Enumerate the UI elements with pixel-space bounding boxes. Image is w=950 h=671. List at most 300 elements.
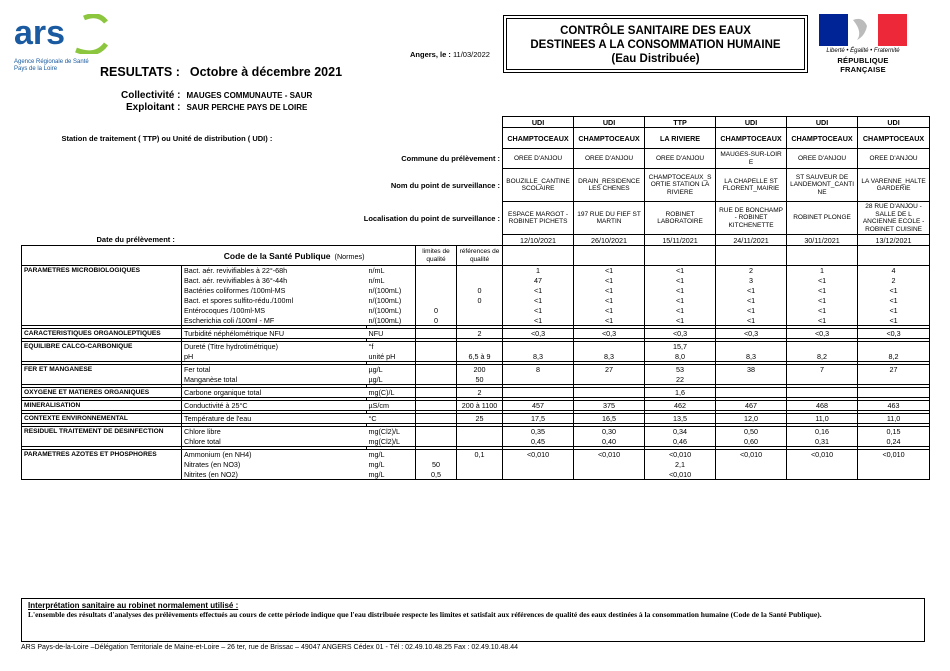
value-col-3: 22 (645, 375, 716, 385)
table-header-row-date (22, 235, 930, 246)
title-line-1: CONTRÔLE SANITAIRE DES EAUX (560, 25, 751, 37)
value-col-2: 8,3 (574, 352, 645, 362)
reference-qualite (457, 266, 503, 276)
value-col-6 (858, 342, 930, 352)
category-cell (22, 306, 182, 316)
value-col-6 (858, 470, 930, 480)
value-col-2 (574, 375, 645, 385)
collectivite-label: Collectivité : (121, 90, 181, 101)
value-col-1: <1 (503, 316, 574, 326)
value-col-1 (503, 470, 574, 480)
value-col-1: <1 (503, 286, 574, 296)
col-4-localisation: RUE DE BONCHAMP - ROBINET KITCHENETTE (716, 202, 787, 235)
limite-qualite (416, 352, 457, 362)
param-header-col-1 (503, 246, 574, 266)
param-unit: µg/L (367, 375, 416, 385)
category-cell: PARAMETRES AZOTES ET PHOSPHORES (22, 450, 182, 460)
col-5-unit: CHAMPTOCEAUX (787, 128, 858, 149)
param-unit: mg/L (367, 470, 416, 480)
value-col-4 (716, 460, 787, 470)
param-unit: mg(Cl2)/L (367, 427, 416, 437)
category-cell: CONTEXTE ENVIRONNEMENTAL (22, 414, 182, 424)
col-3-nom: CHAMPTOCEAUX_S ORTIE STATION LA RIVIERE (645, 169, 716, 202)
param-name: Manganèse total (182, 375, 367, 385)
col-1-nom: BOUZILLE_CANTINE SCOLAIRE (503, 169, 574, 202)
value-col-1: 1 (503, 266, 574, 276)
limite-qualite: 0,5 (416, 470, 457, 480)
col-3-localisation: ROBINET LABORATOIRE (645, 202, 716, 235)
value-col-5: 1 (787, 266, 858, 276)
category-cell (22, 286, 182, 296)
col-6-type: UDI (858, 117, 930, 128)
col-2-localisation: 197 RUE DU FIEF ST MARTIN (574, 202, 645, 235)
value-col-2: 375 (574, 401, 645, 411)
col-3-date: 15/11/2021 (645, 235, 716, 246)
value-col-2: 16,5 (574, 414, 645, 424)
col-4-nom: LA CHAPELLE ST FLORENT_MAIRIE (716, 169, 787, 202)
col-5-date: 30/11/2021 (787, 235, 858, 246)
param-name: Ammonium (en NH4) (182, 450, 367, 460)
col-6-unit: CHAMPTOCEAUX (858, 128, 930, 149)
reference-qualite: 2 (457, 329, 503, 339)
col-1-type: UDI (503, 117, 574, 128)
limite-qualite (416, 375, 457, 385)
results-heading (100, 65, 342, 79)
param-unit: n/(100mL) (367, 306, 416, 316)
value-col-4: 2 (716, 266, 787, 276)
data-row (22, 276, 930, 286)
param-name: Fer total (182, 365, 367, 375)
data-row (22, 388, 930, 398)
value-col-5 (787, 470, 858, 480)
reference-qualite: 0 (457, 296, 503, 306)
issue-date-value: 11/03/2022 (452, 50, 490, 59)
value-col-4 (716, 375, 787, 385)
value-col-1: 457 (503, 401, 574, 411)
param-name: pH (182, 352, 367, 362)
param-unit: mg/L (367, 460, 416, 470)
col-6-date: 13/12/2021 (858, 235, 930, 246)
param-header-empty (22, 246, 182, 266)
value-col-6 (858, 460, 930, 470)
title-line-3: (Eau Distribuée) (611, 53, 700, 65)
param-name: Bact. et spores sulfito-rédu./100ml (184, 296, 294, 305)
limite-qualite (416, 329, 457, 339)
param-unit: unité pH (367, 352, 416, 362)
data-row (22, 342, 930, 352)
value-col-3: <0,3 (645, 329, 716, 339)
value-col-4: <0,3 (716, 329, 787, 339)
value-col-2 (574, 460, 645, 470)
interpretation-title: Interprétation sanitaire au robinet normalement utilisé : (28, 601, 239, 610)
limite-qualite (416, 342, 457, 352)
value-col-1: <0,010 (503, 450, 574, 460)
reference-qualite (457, 437, 503, 447)
limite-qualite (416, 296, 457, 306)
value-col-6 (858, 388, 930, 398)
category-cell (22, 437, 182, 447)
value-col-5 (787, 388, 858, 398)
interpretation-box (21, 598, 925, 642)
value-col-4: <1 (716, 286, 787, 296)
param-header-col-4 (716, 246, 787, 266)
exploitant-value: SAUR PERCHE PAYS DE LOIRE (186, 103, 308, 112)
limites-header: limites de qualité (416, 246, 457, 266)
republique-francaise-logo (815, 14, 911, 74)
col-2-nom: DRAIN_RESIDENCE LES CHENES (574, 169, 645, 202)
value-col-1 (503, 375, 574, 385)
value-col-6: 463 (858, 401, 930, 411)
ars-logo-mark (14, 14, 114, 54)
category-cell: MINERALISATION (22, 401, 182, 411)
value-col-6 (858, 375, 930, 385)
param-unit: n/(100mL) (367, 316, 416, 326)
value-col-5: <0,010 (787, 450, 858, 460)
limite-qualite (416, 427, 457, 437)
data-row (22, 365, 930, 375)
param-header-row (22, 246, 930, 266)
value-col-2: <1 (574, 286, 645, 296)
value-col-6: 27 (858, 365, 930, 375)
title-line-2: DESTINEES A LA CONSOMMATION HUMAINE (530, 39, 781, 51)
value-col-4: 38 (716, 365, 787, 375)
reference-qualite: 50 (457, 375, 503, 385)
value-col-2 (574, 388, 645, 398)
col-3-commune: OREE D'ANJOU (645, 149, 716, 169)
param-unit: NFU (367, 329, 416, 339)
value-col-2: 0,40 (574, 437, 645, 447)
value-col-2: <1 (574, 296, 645, 306)
code-sante-label: Code de la Santé Publique (223, 250, 331, 261)
value-col-3: <0,010 (645, 450, 716, 460)
value-col-1 (503, 388, 574, 398)
value-col-4: 12,0 (716, 414, 787, 424)
value-col-5: <0,3 (787, 329, 858, 339)
value-col-5: <1 (787, 306, 858, 316)
param-header-col-2 (574, 246, 645, 266)
data-row (22, 460, 930, 470)
republique-name: RÉPUBLIQUE FRANÇAISE (837, 56, 889, 74)
col-3-unit: LA RIVIERE (645, 128, 716, 149)
category-cell: OXYGENE ET MATIERES ORGANIQUES (22, 388, 182, 398)
data-row (22, 414, 930, 424)
value-col-6: <1 (858, 286, 930, 296)
value-col-6: 4 (858, 266, 930, 276)
col-6-nom: LA VARENNE_HALTE GARDERIE (858, 169, 930, 202)
value-col-3: <1 (645, 316, 716, 326)
param-name: Dureté (Titre hydrotimétrique) (182, 342, 367, 352)
param-name: Nitrates (en NO3) (184, 460, 241, 469)
results-table (21, 116, 930, 480)
reference-qualite (457, 276, 503, 286)
unit-header-empty (367, 246, 416, 266)
col-1-date: 12/10/2021 (503, 235, 574, 246)
limite-qualite (416, 450, 457, 460)
references-header: références de qualité (457, 246, 503, 266)
value-col-2: <0,010 (574, 450, 645, 460)
value-col-3: 13,5 (645, 414, 716, 424)
value-col-2: <0,3 (574, 329, 645, 339)
category-cell: CARACTERISTIQUES ORGANOLEPTIQUES (22, 329, 182, 339)
value-col-5: 0,16 (787, 427, 858, 437)
param-unit: mg(Cl2)/L (367, 437, 416, 447)
reference-qualite: 25 (457, 414, 503, 424)
value-col-1: 17,5 (503, 414, 574, 424)
category-cell (22, 352, 182, 362)
data-row (22, 450, 930, 460)
limite-qualite: 0 (416, 316, 457, 326)
param-header-col-5 (787, 246, 858, 266)
param-header-col-3 (645, 246, 716, 266)
document-title (506, 18, 805, 70)
value-col-3: 0,34 (645, 427, 716, 437)
limite-qualite (416, 266, 457, 276)
issue-date (410, 50, 490, 59)
normes-label: (Normes) (334, 251, 365, 261)
value-col-4: 0,50 (716, 427, 787, 437)
param-name: Bactéries coliformes /100ml-MS (184, 286, 286, 295)
value-col-3: <1 (645, 286, 716, 296)
data-row (22, 316, 930, 326)
data-row (22, 329, 930, 339)
param-unit: °f (367, 342, 416, 352)
value-col-6: <1 (858, 316, 930, 326)
value-col-1: <1 (503, 296, 574, 306)
value-col-3: 8,0 (645, 352, 716, 362)
ars-logo-subtitle-1: Agence Régionale de Santé (14, 59, 89, 65)
category-cell (22, 276, 182, 286)
reference-qualite: 200 à 1100 (457, 401, 503, 411)
limite-qualite (416, 401, 457, 411)
value-col-1 (503, 342, 574, 352)
table-header-row-station (22, 128, 930, 149)
param-unit: n/(100mL) (367, 286, 416, 296)
col-6-localisation: 28 RUE D'ANJOU - SALLE DE L ANCIENNE ECOLE - ROBINET CUISINE (858, 202, 930, 235)
param-name: Chlore total (182, 437, 367, 447)
category-cell (22, 460, 182, 470)
value-col-5 (787, 460, 858, 470)
data-row (22, 427, 930, 437)
issue-date-label: Angers, le : (410, 50, 451, 59)
value-col-5 (787, 375, 858, 385)
param-unit: µg/L (367, 365, 416, 375)
limite-qualite (416, 414, 457, 424)
value-col-6: 0,24 (858, 437, 930, 447)
col-4-commune: MAUGES-SUR-LOIR E (716, 149, 787, 169)
value-col-5: 8,2 (787, 352, 858, 362)
category-cell: PARAMETRES MICROBIOLOGIQUES (22, 266, 182, 276)
value-col-1: 47 (503, 276, 574, 286)
value-col-3: 0,46 (645, 437, 716, 447)
collectivite-value: MAUGES COMMUNAUTE - SAUR (186, 91, 313, 100)
col-5-commune: OREE D'ANJOU (787, 149, 858, 169)
reference-qualite (457, 460, 503, 470)
param-name: Escherichia coli /100ml - MF (182, 316, 367, 326)
param-unit: µS/cm (367, 401, 416, 411)
col-5-type: UDI (787, 117, 858, 128)
value-col-3: <0,010 (645, 470, 716, 480)
interpretation-text: L'ensemble des résultats d'analyses des prélèvements effectués au cours de cette période indique que l'eau distribuée respecte les limites et satisfait aux références de qualité des eaux destinées à la consommation humaine (Code de la Santé Publique). (28, 610, 822, 619)
col-5-localisation: ROBINET PLONGE (787, 202, 858, 235)
value-col-3: 53 (645, 365, 716, 375)
value-col-4: 467 (716, 401, 787, 411)
category-cell: RESIDUEL TRAITEMENT DE DESINFECTION (22, 427, 182, 437)
limite-qualite (416, 388, 457, 398)
reference-qualite: 0 (457, 286, 503, 296)
value-col-2: <1 (574, 266, 645, 276)
col-5-nom: ST SAUVEUR DE LANDEMONT_CANTI NE (787, 169, 858, 202)
param-name: Carbone organique total (182, 388, 367, 398)
value-col-3: <1 (645, 306, 716, 316)
ars-logo (14, 14, 114, 72)
reference-qualite: 200 (457, 365, 503, 375)
category-cell (22, 316, 182, 326)
col-4-type: UDI (716, 117, 787, 128)
data-row (22, 296, 930, 306)
param-unit: °C (367, 414, 416, 424)
reference-qualite (457, 427, 503, 437)
value-col-2 (574, 470, 645, 480)
value-col-1: <0,3 (503, 329, 574, 339)
value-col-5: 468 (787, 401, 858, 411)
col-6-commune: OREE D'ANJOU (858, 149, 930, 169)
param-name: Bact. aér. revivifiables à 36°-44h (184, 276, 288, 285)
param-name: Température de l'eau (182, 414, 367, 424)
param-unit: mg(C)/L (367, 388, 416, 398)
data-row (22, 470, 930, 480)
limite-qualite (416, 365, 457, 375)
value-col-3: <1 (645, 296, 716, 306)
col-4-date: 24/11/2021 (716, 235, 787, 246)
value-col-4 (716, 388, 787, 398)
data-row (22, 437, 930, 447)
value-col-5: 11,0 (787, 414, 858, 424)
value-col-5: 0,31 (787, 437, 858, 447)
value-col-5 (787, 342, 858, 352)
exploitant (126, 102, 307, 113)
category-cell (22, 296, 182, 306)
param-name: Nitrites (en NO2) (182, 470, 367, 480)
param-name: Bact. aér. revivifiables à 22°-68h (182, 266, 367, 276)
reference-qualite: 6,5 à 9 (457, 352, 503, 362)
row-label-date: Date du prélèvement : (96, 235, 175, 245)
value-col-6: 8,2 (858, 352, 930, 362)
value-col-5: 7 (787, 365, 858, 375)
param-header-col-6 (858, 246, 930, 266)
row-label-station: Station de traitement ( TTP) ou Unité de distribution ( UDI) : (61, 133, 273, 143)
republique-motto: Liberté • Égalité • Fraternité (826, 48, 900, 54)
col-4-unit: CHAMPTOCEAUX (716, 128, 787, 149)
ars-logo-text: ars (14, 14, 66, 52)
value-col-3: 15,7 (645, 342, 716, 352)
reference-qualite (457, 316, 503, 326)
data-row (22, 266, 930, 276)
results-period: Octobre à décembre 2021 (189, 65, 343, 79)
value-col-4 (716, 470, 787, 480)
value-col-5: <1 (787, 316, 858, 326)
value-col-2: 0,30 (574, 427, 645, 437)
value-col-3: <1 (645, 276, 716, 286)
value-col-1: <1 (503, 306, 574, 316)
data-row (22, 352, 930, 362)
value-col-4: <1 (716, 316, 787, 326)
data-row (22, 375, 930, 385)
category-cell: FER ET MANGANESE (22, 365, 182, 375)
value-col-1 (503, 460, 574, 470)
table-type-row (22, 117, 930, 128)
limite-qualite (416, 286, 457, 296)
code-sante-header (182, 246, 367, 266)
value-col-1: 8,3 (503, 352, 574, 362)
reference-qualite (457, 306, 503, 316)
value-col-5: <1 (787, 276, 858, 286)
col-3-type: TTP (645, 117, 716, 128)
reference-qualite: 2 (457, 388, 503, 398)
limite-qualite (416, 437, 457, 447)
limite-qualite (416, 276, 457, 286)
exploitant-label: Exploitant : (126, 102, 181, 113)
value-col-4: 3 (716, 276, 787, 286)
value-col-2: 27 (574, 365, 645, 375)
ars-logo-subtitle-2: Pays de la Loire (14, 66, 58, 72)
param-unit: n/(100mL) (367, 296, 416, 306)
category-cell (22, 470, 182, 480)
col-2-unit: CHAMPTOCEAUX (574, 128, 645, 149)
limite-qualite: 0 (416, 306, 457, 316)
param-unit: n/mL (367, 266, 416, 276)
table-header-row-localisation (22, 202, 930, 235)
footer-address: ARS Pays-de-la-Loire –Délégation Territoriale de Maine-et-Loire – 26 ter, rue de Brissac – 49047 ANGERS Cédex 01 - Tél : 02.49.10.48.25 Fax : 02.49.10.48.44 (21, 644, 519, 651)
col-1-unit: CHAMPTOCEAUX (503, 128, 574, 149)
param-name: Entérocoques /100ml-MS (184, 306, 266, 315)
limite-qualite: 50 (416, 460, 457, 470)
value-col-5: <1 (787, 286, 858, 296)
value-col-6: <0,010 (858, 450, 930, 460)
col-2-type: UDI (574, 117, 645, 128)
data-row (22, 286, 930, 296)
reference-qualite (457, 342, 503, 352)
category-cell (22, 375, 182, 385)
param-unit: n/mL (367, 276, 416, 286)
value-col-5: <1 (787, 296, 858, 306)
param-unit: mg/L (367, 450, 416, 460)
results-label: RESULTATS : (100, 65, 180, 79)
data-row (22, 306, 930, 316)
col-1-commune: OREE D'ANJOU (503, 149, 574, 169)
param-name: Conductivité à 25°C (182, 401, 367, 411)
row-label-nom: Nom du point de surveillance : (390, 180, 501, 190)
value-col-4: <1 (716, 306, 787, 316)
value-col-4: <0,010 (716, 450, 787, 460)
col-2-commune: OREE D'ANJOU (574, 149, 645, 169)
value-col-3: 1,6 (645, 388, 716, 398)
value-col-1: 8 (503, 365, 574, 375)
value-col-3: 2,1 (645, 460, 716, 470)
reference-qualite: 0,1 (457, 450, 503, 460)
value-col-6: <1 (858, 296, 930, 306)
value-col-2: <1 (574, 276, 645, 286)
value-col-6: 2 (858, 276, 930, 286)
table-header-row-commune (22, 149, 930, 169)
col-2-date: 26/10/2021 (574, 235, 645, 246)
value-col-2: <1 (574, 316, 645, 326)
param-name: Chlore libre (182, 427, 367, 437)
category-cell: EQUILIBRE CALCO-CARBONIQUE (22, 342, 182, 352)
value-col-4 (716, 342, 787, 352)
value-col-3: 462 (645, 401, 716, 411)
value-col-4: 0,60 (716, 437, 787, 447)
value-col-1: 0,45 (503, 437, 574, 447)
